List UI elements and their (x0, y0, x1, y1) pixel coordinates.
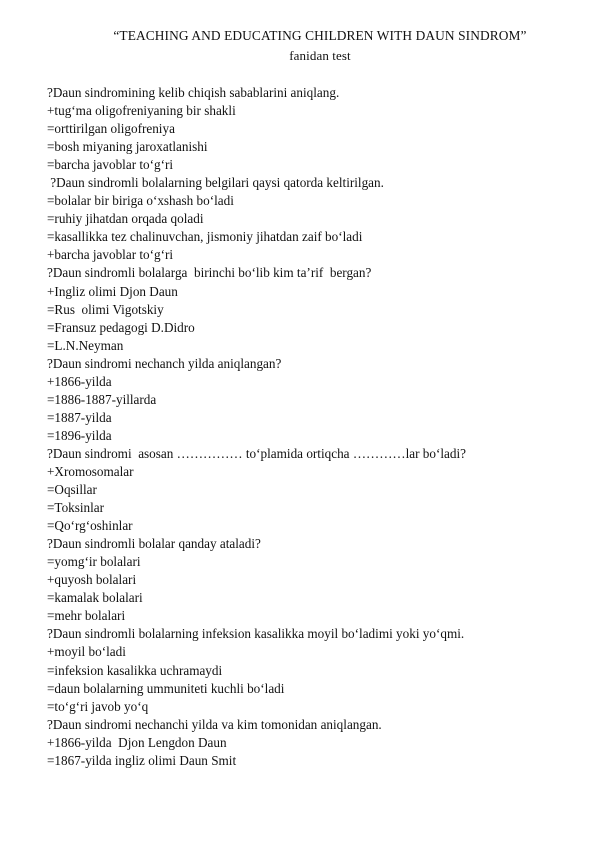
correct-answer-line: +1866-yilda Djon Lengdon Daun (47, 734, 227, 750)
correct-answer-line: +Xromosomalar (47, 463, 134, 479)
question-line: ?Daun sindromli bolalarning belgilari qaysi qatorda keltirilgan. (47, 175, 384, 191)
question-line: ?Daun sindromli bolalarga birinchi bo‘lib kim ta’rif bergan? (47, 265, 372, 281)
question-line: ?Daun sindromli bolalarning infeksion kasalikka moyil bo‘ladimi yoki yo‘qmi. (47, 626, 465, 642)
answer-option-line: =barcha javoblar to‘g‘ri (47, 157, 174, 173)
answer-option-line: =1886-1887-yillarda (47, 391, 157, 407)
document-title: “TEACHING AND EDUCATING CHILDREN WITH DAUN SINDROM” (113, 28, 527, 43)
answer-option-line: =bosh miyaning jaroxatlanishi (47, 139, 208, 155)
correct-answer-line: +quyosh bolalari (47, 572, 137, 588)
correct-answer-line: +tug‘ma oligofreniyaning bir shakli (47, 103, 236, 119)
answer-option-line: =1896-yilda (47, 427, 112, 443)
answer-option-line: =daun bolalarning ummuniteti kuchli bo‘ladi (47, 680, 285, 696)
test-question-list (47, 84, 577, 770)
correct-answer-line: +1866-yilda (47, 373, 112, 389)
answer-option-line: =1867-yilda ingliz olimi Daun Smit (47, 752, 237, 768)
correct-answer-line: +moyil bo‘ladi (47, 644, 126, 660)
question-line: ?Daun sindromi nechanchi yilda va kim tomonidan aniqlangan. (47, 716, 382, 732)
answer-option-line: =kamalak bolalari (47, 590, 143, 606)
answer-option-line: =1887-yilda (47, 409, 112, 425)
answer-option-line: =L.N.Neyman (47, 337, 124, 353)
answer-option-line: =Fransuz pedagogi D.Didro (47, 319, 195, 335)
question-line: ?Daun sindromi asosan …………… to‘plamida ortiqcha …………lar bo‘ladi? (47, 445, 466, 461)
correct-answer-line: +barcha javoblar to‘g‘ri (47, 247, 174, 263)
question-line: ?Daun sindromi nechanch yilda aniqlangan? (47, 355, 282, 371)
answer-option-line: =mehr bolalari (47, 608, 126, 624)
answer-option-line: =orttirilgan oligofreniya (47, 121, 175, 137)
question-line: ?Daun sindromli bolalar qanday ataladi? (47, 536, 261, 552)
answer-option-line: =Qo‘rg‘oshinlar (47, 518, 133, 534)
answer-option-line: =Toksinlar (47, 500, 105, 516)
answer-option-line: =infeksion kasalikka uchramaydi (47, 662, 223, 678)
correct-answer-line: +Ingliz olimi Djon Daun (47, 283, 178, 299)
answer-option-line: =yomg‘ir bolalari (47, 554, 141, 570)
document-subtitle: fanidan test (289, 48, 351, 63)
answer-option-line: =Oqsillar (47, 482, 97, 498)
document-header (0, 28, 596, 64)
question-line: ?Daun sindromining kelib chiqish sabablarini aniqlang. (47, 85, 340, 100)
answer-option-line: =Rus olimi Vigotskiy (47, 301, 164, 317)
answer-option-line: =to‘g‘ri javob yo‘q (47, 698, 149, 714)
answer-option-line: =kasallikka tez chalinuvchan, jismoniy jihatdan zaif bo‘ladi (47, 229, 363, 245)
answer-option-line: =ruhiy jihatdan orqada qoladi (47, 211, 204, 227)
answer-option-line: =bolalar bir biriga o‘xshash bo‘ladi (47, 193, 234, 209)
